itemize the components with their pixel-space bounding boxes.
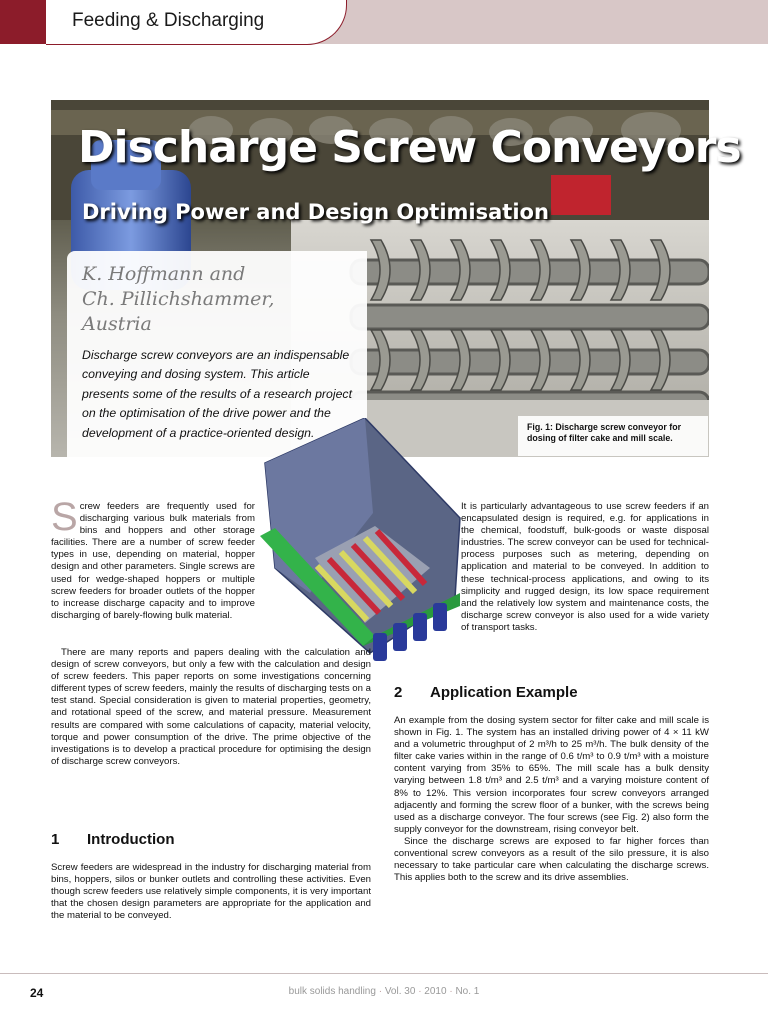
page-number: 24 bbox=[30, 986, 44, 1000]
section-number: 2 bbox=[394, 684, 403, 701]
section-2-text bbox=[394, 715, 709, 884]
paragraph bbox=[51, 495, 255, 622]
footer-divider bbox=[0, 973, 768, 974]
abstract-text: Discharge screw conveyors are an indispensable conveying and dosing system. This article presents some of the results of a research project on the optimisation of the drive power and the development of a practice-oriented design. bbox=[82, 348, 352, 440]
figure-caption: Fig. 1: Discharge screw conveyor for dosing of filter cake and mill scale. bbox=[527, 422, 681, 443]
article-title: Discharge Screw Conveyors bbox=[78, 122, 741, 173]
hopper-diagram bbox=[255, 418, 470, 678]
intro-paragraph-1: crew feeders are frequently used for discharging various bulk materials from bins and hoppers and other storage facilities. There are a number of screw feeder types in use, depending on material, hopper design and other parameters. Single screws are used for wedge-shaped hoppers or multiple screw feeders for broader outlets of the hopper to increase discharge capacity and to improve discharging of barely-flowing bulk material. bbox=[51, 501, 255, 621]
section-1-text bbox=[51, 862, 371, 922]
journal-volume: · Vol. 30 bbox=[379, 986, 416, 997]
journal-issue: · No. 1 bbox=[449, 986, 479, 997]
intro-paragraph-2: There are many reports and papers dealing with the calculation and design of screw conveyors, but only a few with the calculation and design of screw feeders. This paper reports on some investigations concerning different types of screw feeders, mainly the results of discharging tests on a test stand. Special consideration is given to material properties, geometry, and rotational speed of the screw, and material pressure. Measurement results are compared with some calculations of capacity, material velocity, torque and power consumption of the drive. The prime objective of the investigations is to develop a practical procedure for optimising the design of discharge screw conveyors. bbox=[51, 647, 371, 767]
section-1-heading bbox=[51, 831, 174, 848]
section-2-paragraph-2: Since the discharge screws are exposed to far higher forces than conventional screw conveyors as a result of the silo pressure, it is also necessary to take particular care when calculating the discharge screws. This applies both to the screw and its drive assemblies. bbox=[394, 835, 709, 884]
section-title: Introduction bbox=[87, 831, 175, 848]
header-accent-block bbox=[0, 0, 46, 44]
section-title: Feeding & Discharging bbox=[72, 10, 265, 31]
left-column-text bbox=[51, 495, 255, 622]
journal-info bbox=[0, 986, 768, 997]
left-column-text-2 bbox=[51, 647, 371, 768]
journal-name: bulk solids handling bbox=[288, 986, 376, 997]
section-1-paragraph: Screw feeders are widespread in the industry for discharging material from bins, hoppers, silos or bunker outlets and controlling these activities. Even though screw feeders use relatively simple components, it is very important that the chosen design parameters are appropriate for the application and the material to be conveyed. bbox=[51, 862, 371, 922]
section-number: 1 bbox=[51, 831, 60, 848]
article-subtitle: Driving Power and Design Optimisation bbox=[82, 200, 549, 224]
author-line: Austria bbox=[82, 313, 152, 335]
journal-year: · 2010 bbox=[418, 986, 446, 997]
author-block bbox=[82, 262, 362, 337]
section-title: Application Example bbox=[430, 684, 578, 701]
right-paragraph-1: It is particularly advantageous to use screw feeders if an encapsulated design is required, e.g. for applications in the chemical, foodstuff, bulk-goods or waste disposal industries. The screw conveyor can be used for technical-process purposes such as metering, depending on application and material to be conveyed. In addition to these technical-process applications, and owing to its simplicity and rugged design, its low space requirement and the relatively low system and maintenance costs, the discharge screw conveyor is also used for a wide variety of transport tasks. bbox=[461, 501, 709, 633]
section-2-paragraph-1: An example from the dosing system sector for filter cake and mill scale is shown in Fig. 1. The system has an installed driving power of 4 × 11 kW and a volumetric throughput of 2 m³/h to 25 m³/h. The bulk density of the filter cake varies within in the range of 0.6 t/m³ to 0.9 t/m³ with a moisture content varying from 35% to 65%. The mill scale has a bulk density varying between 1.8 t/m³ and 2.5 t/m³ and a varying moisture content of 8% to 12%. This version incorporates four screw conveyors arranged adjacently and forming the screw floor of a bunker, with the screws being used as a discharge conveyor. The four screws (see Fig. 2) also form the supply conveyor for the downstream, rising conveyor belt. bbox=[394, 715, 709, 835]
section-2-heading bbox=[394, 684, 578, 701]
drop-cap: S bbox=[51, 495, 78, 539]
right-column-text bbox=[461, 501, 709, 634]
author-line: K. Hoffmann and bbox=[82, 263, 246, 285]
author-line: Ch. Pillichshammer, bbox=[82, 288, 275, 310]
